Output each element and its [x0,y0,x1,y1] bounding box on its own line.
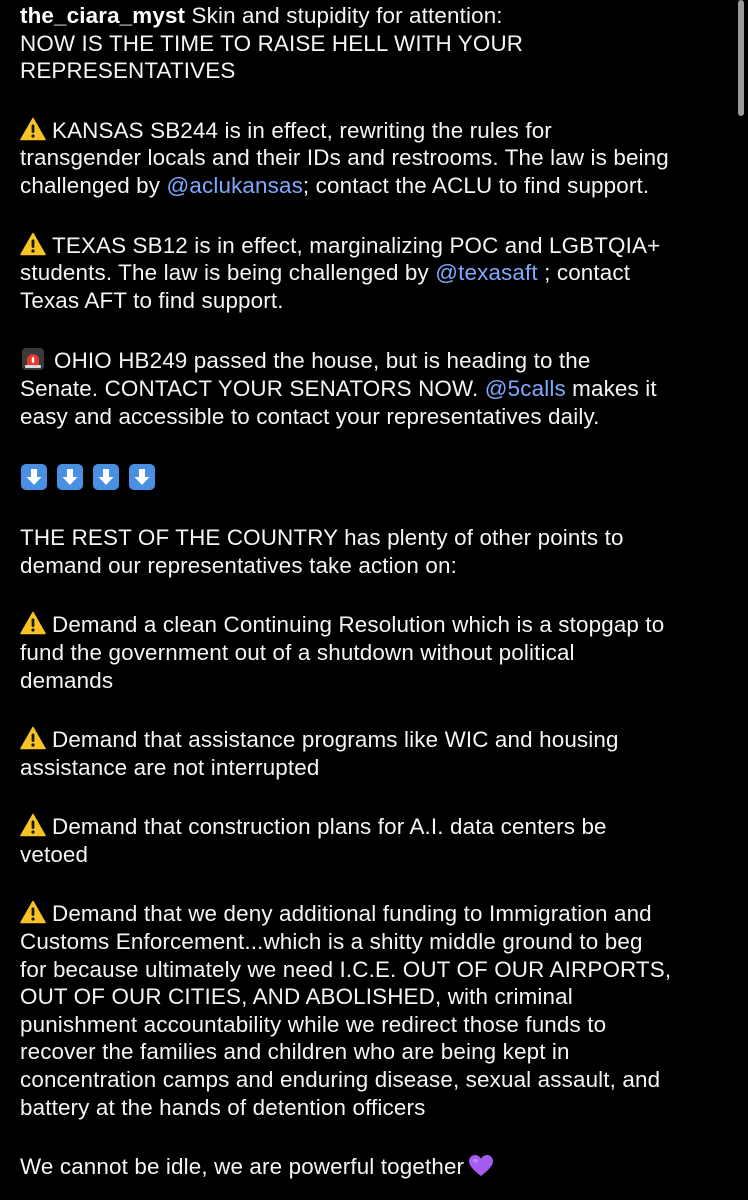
intro-line-1: NOW IS THE TIME TO RAISE HELL WITH YOUR [20,30,524,56]
intro-line-2: REPRESENTATIVES [20,58,236,84]
demand2-line-1 [20,726,732,754]
demand1-line-2: fund the government out of a shutdown without political [20,639,575,665]
scrollbar[interactable] [738,0,744,116]
closing-text: We cannot be idle, we are powerful together [20,1154,465,1180]
closing-line [20,1153,732,1181]
ohio-text-2b: makes it [565,375,657,401]
post-caption [20,2,732,1181]
warning-icon [20,611,48,635]
demand4-line-7: concentration camps and enduring disease, sexual assault, and [20,1067,661,1093]
texas-line-1 [20,232,732,260]
warning-icon [20,900,48,924]
purple-heart-icon [468,1154,494,1178]
down-arrow-icon [92,463,120,491]
demand2-text-1: Demand that assistance programs like WIC and housing [52,727,619,753]
warning-icon [20,117,48,141]
ohio-line-3: easy and accessible to contact your representatives daily. [20,403,600,429]
arrow-row [20,462,732,492]
kansas-text-1: KANSAS SB244 is in effect, rewriting the rules for [52,117,552,143]
texas-line-3: Texas AFT to find support. [20,287,284,313]
ohio-line-2 [20,375,732,403]
demand4-line-4: OUT OF OUR CITIES, AND ABOLISHED, with criminal [20,984,573,1010]
texas-text-1: TEXAS SB12 is in effect, marginalizing POC and LGBTQIA+ [52,232,661,258]
demand4-line-1 [20,900,732,928]
demand1-line-3: demands [20,667,114,693]
demand4-line-8: battery at the hands of detention officers [20,1094,426,1120]
kansas-text-3b: ; contact the ACLU to find support. [302,172,650,198]
demand3-line-1 [20,813,732,841]
demand4-text-1: Demand that we deny additional funding to Immigration and [52,901,652,927]
ohio-text-1: OHIO HB249 passed the house, but is heading to the [54,348,591,374]
demand4-line-3: for because ultimately we need I.C.E. OUT OF OUR AIRPORTS, [20,956,672,982]
down-arrow-icon [56,463,84,491]
rest-line-2: demand our representatives take action on: [20,552,457,578]
mention-texasaft[interactable]: @texasaft [435,260,538,286]
demand1-text-1: Demand a clean Continuing Resolution which is a stopgap to [52,612,665,638]
demand4-line-5: punishment accountability while we redirect those funds to [20,1011,607,1037]
username[interactable]: the_ciara_myst [20,3,186,28]
demand4-line-2: Customs Enforcement...which is a shitty middle ground to beg [20,929,643,955]
demand3-text-1: Demand that construction plans for A.I. data centers be [52,814,607,840]
kansas-text-3a: challenged by [20,172,167,198]
mention-aclukansas[interactable]: @aclukansas [166,172,303,198]
texas-text-2a: students. The law is being challenged by [20,260,436,286]
mention-5calls[interactable]: @5calls [484,375,566,401]
ohio-line-1 [20,346,732,375]
ohio-text-2a: Senate. CONTACT YOUR SENATORS NOW. [20,375,485,401]
caption-header [20,2,732,30]
demand3-line-2: vetoed [20,841,89,867]
kansas-line-2: transgender locals and their IDs and restrooms. The law is being [20,145,669,171]
demand4-line-6: recover the families and children who are being kept in [20,1039,570,1065]
down-arrow-icon [20,463,48,491]
rest-line-1: THE REST OF THE COUNTRY has plenty of other points to [20,525,624,551]
down-arrow-icon [128,463,156,491]
post-title: Skin and stupidity for attention: [191,3,503,28]
kansas-line-3 [20,172,732,200]
demand1-line-1 [20,611,732,639]
warning-icon [20,232,48,256]
texas-text-2b: ; contact [537,260,631,286]
kansas-line-1 [20,117,732,145]
siren-icon [20,346,48,372]
texas-line-2 [20,259,732,287]
warning-icon [20,726,48,750]
warning-icon [20,813,48,837]
demand2-line-2: assistance are not interrupted [20,754,320,780]
